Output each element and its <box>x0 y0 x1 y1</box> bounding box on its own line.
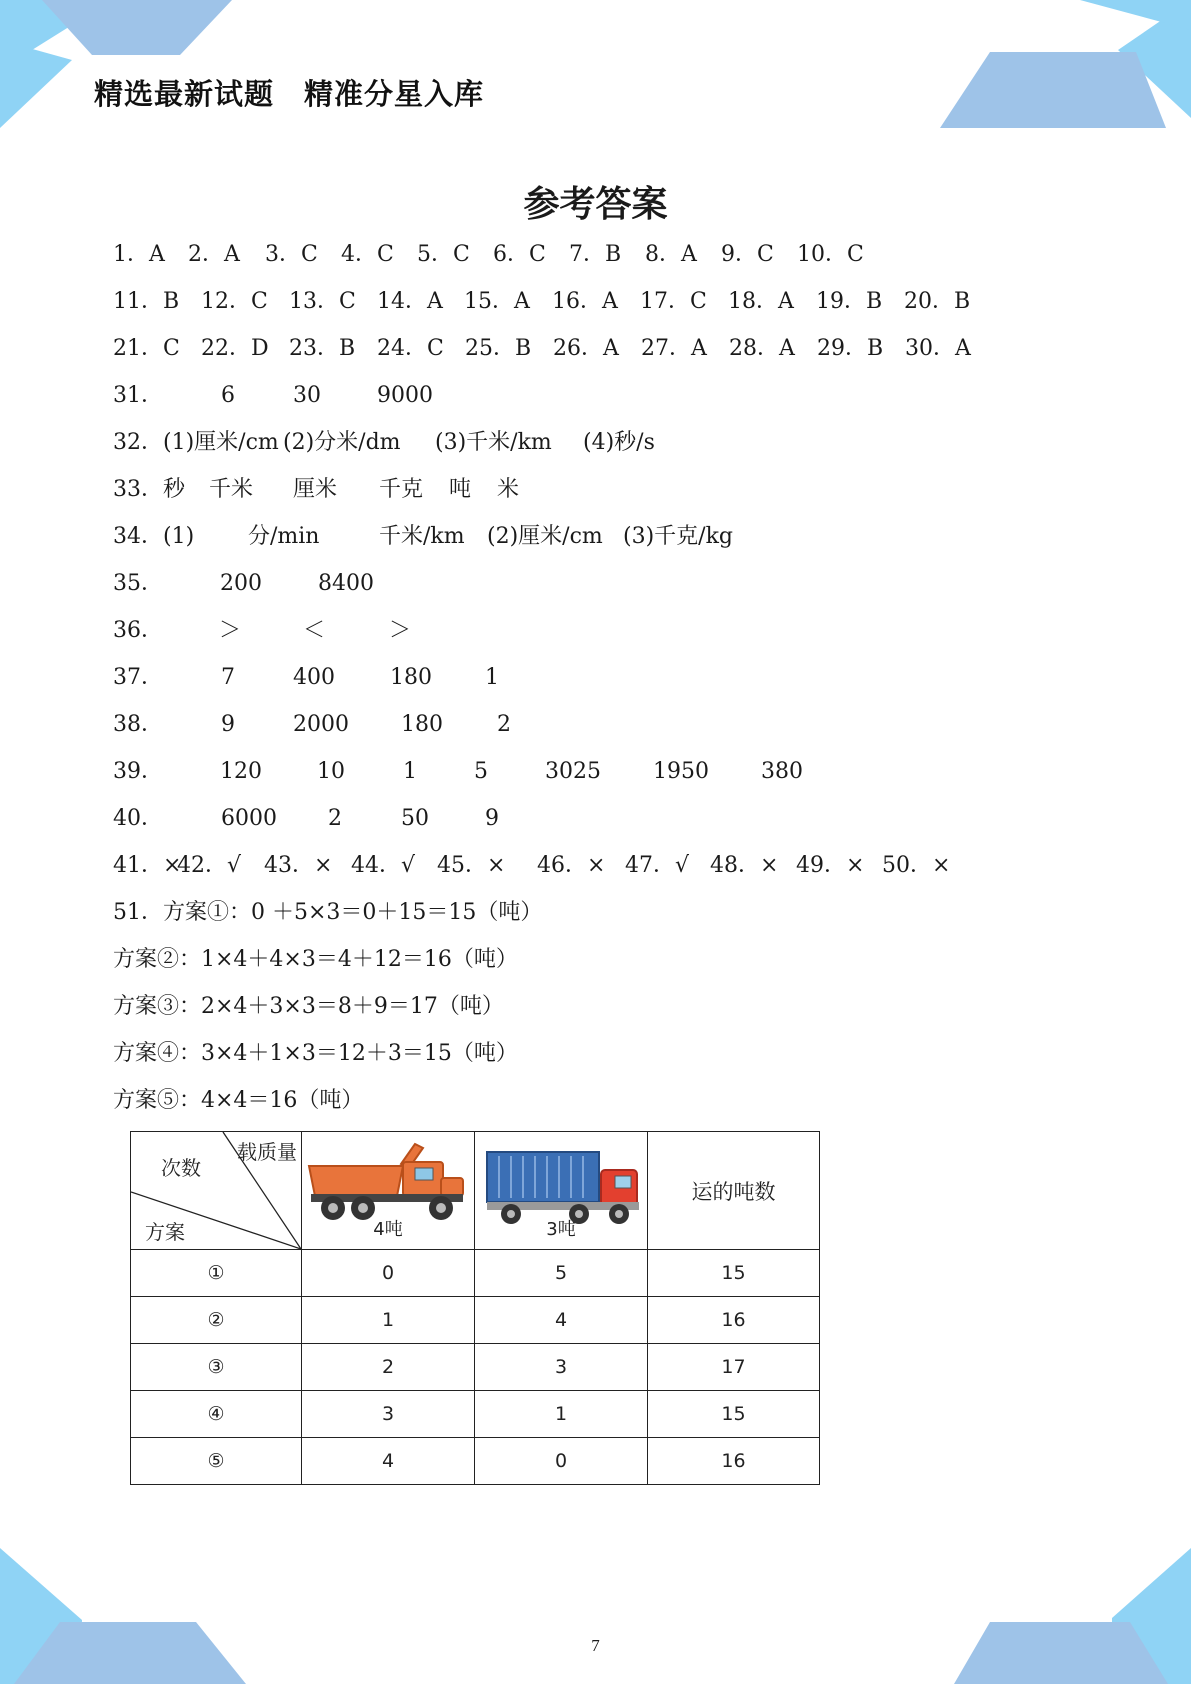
plan-label: 方案 <box>145 1220 185 1244</box>
tons-cell: 15 <box>648 1391 820 1438</box>
answer-item: 3．C <box>265 242 318 267</box>
tons-cell: 16 <box>648 1438 820 1485</box>
answer-item: 47．√ <box>625 853 690 878</box>
answer-item: 10 <box>317 759 345 784</box>
answer-item: 11．B <box>113 289 180 314</box>
answer-item: 10．C <box>797 242 864 267</box>
answer-item: 吨 <box>449 477 472 502</box>
truck-4t-count: 2 <box>302 1344 475 1391</box>
answer-item: 千米/km <box>379 524 465 549</box>
answer-item: 380 <box>761 759 803 784</box>
answer-item: 5．C <box>417 242 470 267</box>
answer-item: 6．C <box>493 242 546 267</box>
answer-item: 40． <box>113 806 163 831</box>
truck-3t-count: 0 <box>475 1438 648 1485</box>
answer-item: 400 <box>293 665 335 690</box>
table-row <box>131 1391 820 1438</box>
answer-item: 1．A <box>113 242 165 267</box>
answer-item: 13．C <box>289 289 356 314</box>
answer-item: 180 <box>401 712 443 737</box>
answer-item: 26．A <box>553 336 619 361</box>
answer-item: 千克 <box>379 477 424 502</box>
answer-item: 20．B <box>904 289 971 314</box>
truck-3t-count: 4 <box>475 1297 648 1344</box>
answer-item: 35． <box>113 571 163 596</box>
table-row <box>131 1250 820 1297</box>
answer-item: 37． <box>113 665 163 690</box>
answer-item: 17．C <box>640 289 707 314</box>
truck-4t-count: 1 <box>302 1297 475 1344</box>
answer-item: 12．C <box>201 289 268 314</box>
answer-item: 22．D <box>201 336 269 361</box>
truck-4t-count: 4 <box>302 1438 475 1485</box>
answer-item: 34．(1) <box>113 524 195 549</box>
answer-item: 45．× <box>437 853 506 878</box>
answer-item: 9．C <box>721 242 774 267</box>
answer-item: 8．A <box>645 242 697 267</box>
truck-3t-count: 5 <box>475 1250 648 1297</box>
answer-item: 44．√ <box>351 853 416 878</box>
answer-item: ＞ <box>389 618 412 643</box>
answer-item: 8400 <box>318 571 374 596</box>
title-text: 参考答案 <box>523 184 668 225</box>
answer-item: 25．B <box>465 336 532 361</box>
answer-item: 6000 <box>221 806 277 831</box>
answer-item: 7．B <box>569 242 622 267</box>
plan-cell: ③ <box>131 1344 302 1391</box>
answer-item: 39． <box>113 759 163 784</box>
truck-3t-count: 3 <box>475 1344 648 1391</box>
plan-cell: ⑤ <box>131 1438 302 1485</box>
answer-item: 48．× <box>710 853 779 878</box>
truck-3t-cell <box>475 1132 648 1250</box>
answer-item: 15．A <box>464 289 530 314</box>
answer-item: 9 <box>485 806 499 831</box>
answer-item: 32．(1)厘米/cm <box>113 430 279 455</box>
table-header-row <box>131 1132 820 1250</box>
result-header: 运的吨数 <box>648 1132 820 1250</box>
answer-item: 30．A <box>905 336 971 361</box>
answer-item: 2 <box>328 806 342 831</box>
answer-item: 21．C <box>113 336 180 361</box>
answer-item: 24．C <box>377 336 444 361</box>
answer-item: 14．A <box>377 289 443 314</box>
answer-item: 30 <box>293 383 321 408</box>
tons-cell: 17 <box>648 1344 820 1391</box>
truck-3t-count: 1 <box>475 1391 648 1438</box>
answer-item: 19．B <box>816 289 883 314</box>
answer-item: 49．× <box>796 853 865 878</box>
answer-item: (4)秒/s <box>583 430 655 455</box>
answer-item: ＞ <box>219 618 242 643</box>
answer-item: 方案⑤：4×4＝16（吨） <box>113 1088 364 1113</box>
answer-item: 6 <box>221 383 235 408</box>
answer-item: 厘米 <box>293 477 338 502</box>
answer-item: 31． <box>113 383 163 408</box>
answer-item: 方案②：1×4＋4×3＝4＋12＝16（吨） <box>113 947 518 972</box>
truck-3t-label: 3吨 <box>546 1219 576 1240</box>
answer-item: 38． <box>113 712 163 737</box>
page-number: 7 <box>591 1636 600 1655</box>
transport-plan-table <box>130 1131 820 1485</box>
answer-item: 200 <box>220 571 262 596</box>
answer-item: 29．B <box>817 336 884 361</box>
answer-item: 2．A <box>188 242 240 267</box>
answer-item: 42．√ <box>177 853 242 878</box>
answer-item: 16．A <box>552 289 618 314</box>
table-row <box>131 1297 820 1344</box>
truck-4t-cell <box>302 1132 475 1250</box>
answer-item: 41．× <box>113 853 182 878</box>
diagonal-header-cell <box>131 1132 302 1250</box>
answer-item: 2000 <box>293 712 349 737</box>
truck-4t-count: 0 <box>302 1250 475 1297</box>
tons-cell: 16 <box>648 1297 820 1344</box>
answer-item: 7 <box>221 665 235 690</box>
answer-item: ＜ <box>303 618 326 643</box>
answer-item: 9 <box>221 712 235 737</box>
truck-4t-count: 3 <box>302 1391 475 1438</box>
answer-item: 180 <box>390 665 432 690</box>
answer-item: 米 <box>497 477 520 502</box>
answer-item: 1 <box>485 665 499 690</box>
answer-item: 9000 <box>377 383 433 408</box>
answer-item: 方案④：3×4＋1×3＝12＋3＝15（吨） <box>113 1041 518 1066</box>
answer-item: 33．秒 <box>113 477 185 502</box>
plan-cell: ④ <box>131 1391 302 1438</box>
plan-cell: ① <box>131 1250 302 1297</box>
answer-item: 1 <box>403 759 417 784</box>
answer-item: 50 <box>401 806 429 831</box>
table-row <box>131 1438 820 1485</box>
dump-truck-icon <box>305 1138 471 1226</box>
answer-item: 46．× <box>537 853 606 878</box>
answer-item: (2)分米/dm <box>283 430 401 455</box>
answer-item: 3025 <box>545 759 601 784</box>
answer-item: 51．方案①：0 ＋5×3＝0＋15＝15（吨） <box>113 900 543 925</box>
tons-cell: 15 <box>648 1250 820 1297</box>
load-label: 载质量 <box>237 1140 297 1164</box>
answer-item: 23．B <box>289 336 356 361</box>
answer-item: 43．× <box>264 853 333 878</box>
answer-item: (2)厘米/cm <box>487 524 603 549</box>
answer-item: 千米 <box>209 477 254 502</box>
answer-item: 18．A <box>728 289 794 314</box>
answer-item: 4．C <box>341 242 394 267</box>
answer-item: 方案③：2×4＋3×3＝8＋9＝17（吨） <box>113 994 504 1019</box>
plan-cell: ② <box>131 1297 302 1344</box>
answer-item: (3)千克/kg <box>623 524 733 549</box>
answer-item: 120 <box>220 759 262 784</box>
answer-item: 分/min <box>248 524 320 549</box>
answer-item: 1950 <box>653 759 709 784</box>
truck-4t-label: 4吨 <box>373 1219 403 1240</box>
answer-item: (3)千米/km <box>435 430 552 455</box>
answer-item: 28．A <box>729 336 795 361</box>
answer-item: 2 <box>497 712 511 737</box>
page-title <box>0 176 1191 227</box>
bottom-right-decoration <box>954 1548 1191 1684</box>
answer-item: 27．A <box>641 336 707 361</box>
answer-item: 50．× <box>882 853 951 878</box>
count-label: 次数 <box>161 1156 201 1180</box>
header-slogan: 精选最新试题 精准分星入库 <box>94 77 485 111</box>
answer-item: 36． <box>113 618 163 643</box>
bottom-left-decoration <box>0 1548 246 1684</box>
table-row <box>131 1344 820 1391</box>
top-right-decoration <box>940 0 1191 128</box>
answer-item: 5 <box>474 759 488 784</box>
